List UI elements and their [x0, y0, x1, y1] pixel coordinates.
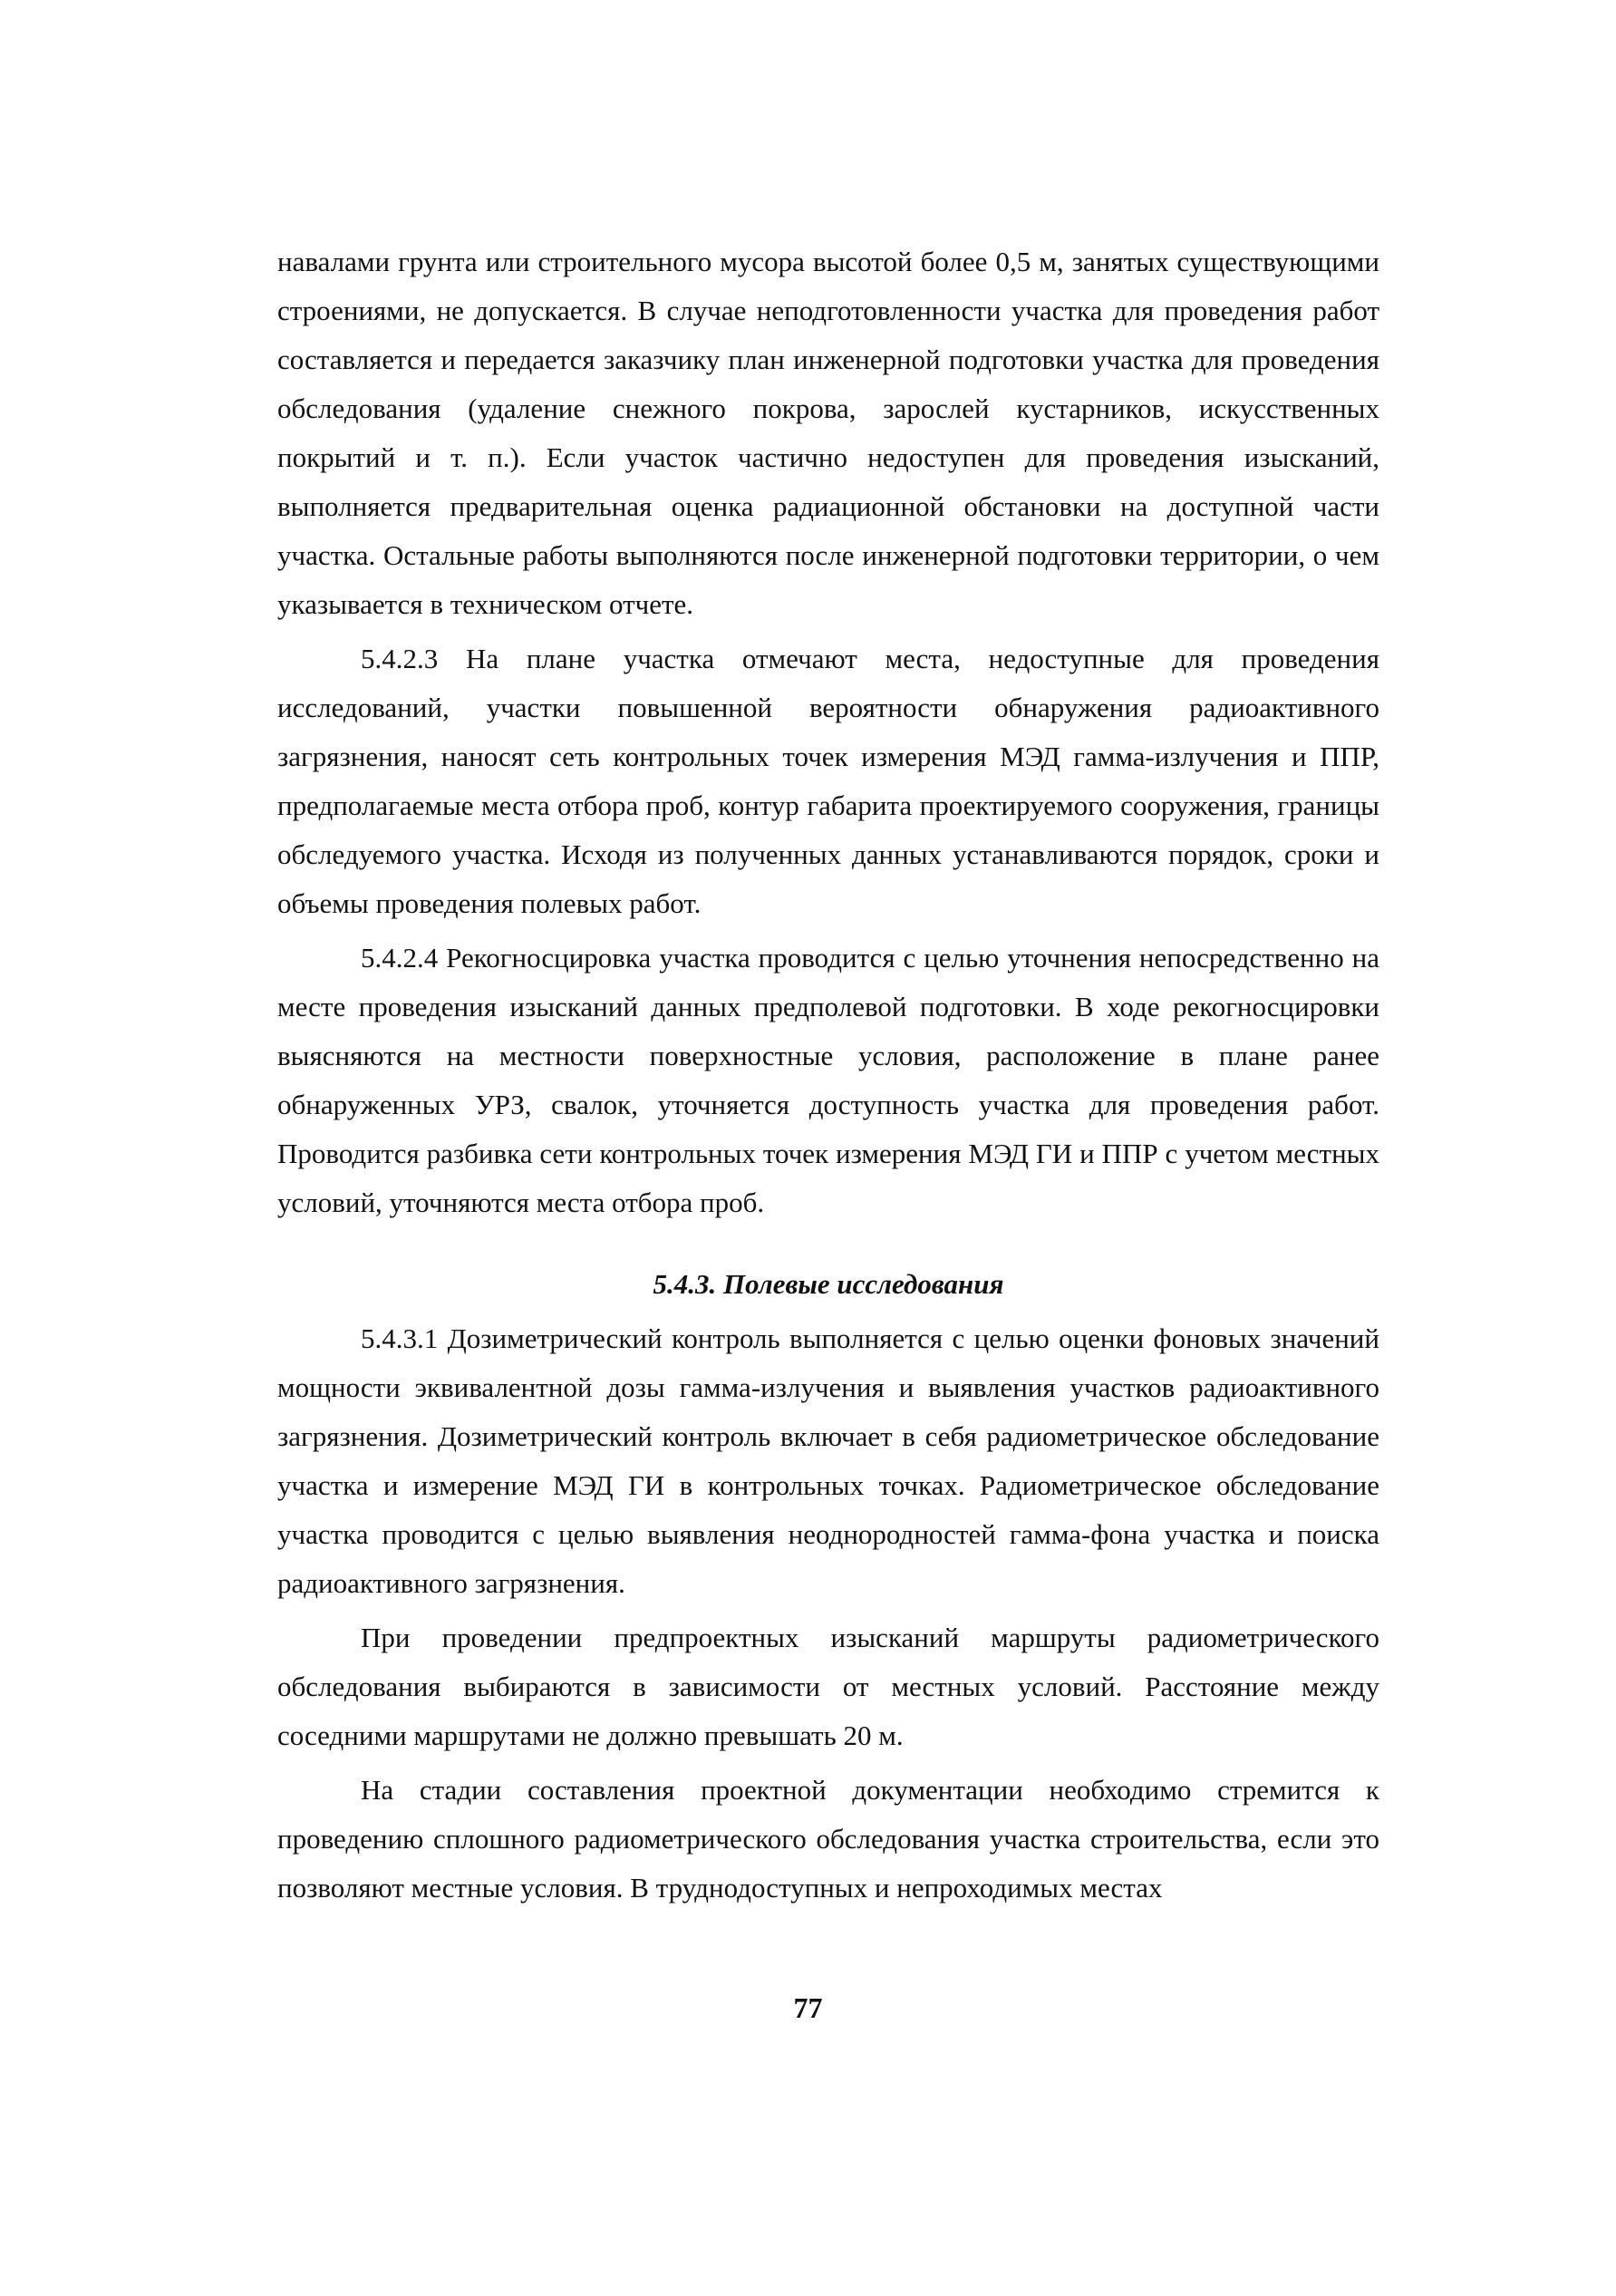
- paragraph-5-4-2-3: 5.4.2.3 На плане участка отмечают места, недоступные для проведения исследований, участки повышенной вероятности обнаружения радиоактивного загрязнения, наносят сеть контрольных точек измерения МЭД гамма-излучения и ППР, предполагаемые места отбора проб, контур габарита проектируемого сооружения, границы обследуемого участка. Исходя из полученных данных устанавливаются порядок, сроки и объемы проведения полевых работ.: [277, 643, 1379, 919]
- paragraph-routes: При проведении предпроектных изысканий маршруты радиометрического обследования выбираются в зависимости от местных условий. Расстояние между соседними маршрутами не должно превышать 20 м.: [277, 1622, 1379, 1751]
- paragraph-5-4-3-1: 5.4.3.1 Дозиметрический контроль выполняется с целью оценки фоновых значений мощности эквивалентной дозы гамма-излучения и выявления участков радиоактивного загрязнения. Дозиметрический контроль включает в себя радиометрическое обследование участка и измерение МЭД ГИ в контрольных точках. Радиометрическое обследование участка проводится с целью выявления неоднородностей гамма-фона участка и поиска радиоактивного загрязнения.: [277, 1322, 1379, 1599]
- paragraph-5-4-2-4: 5.4.2.4 Рекогносцировка участка проводится с целью уточнения непосредственно на месте проведения изысканий данных предполевой подготовки. В ходе рекогносцировки выясняются на местности поверхностные условия, расположение в плане ранее обнаруженных УРЗ, свалок, уточняется доступность участка для проведения работ. Проводится разбивка сети контрольных точек измерения МЭД ГИ и ППР с учетом местных условий, уточняются места отбора проб.: [277, 942, 1379, 1218]
- body-text: [277, 237, 1379, 1918]
- section-heading: 5.4.3. Полевые исследования: [653, 1268, 1004, 1300]
- page-number: 77: [793, 1991, 823, 2024]
- paragraph-continuation: навалами грунта или строительного мусора высотой более 0,5 м, занятых существующими строениями, не допускается. В случае неподготовленности участка для проведения работ составляется и передается заказчику план инженерной подготовки участка для проведения обследования (удаление снежного покрова, зарослей кустарников, искусственных покрытий и т. п.). Если участок частично недоступен для проведения изысканий, выполняется предварительная оценка радиационной обстановки на доступной части участка. Остальные работы выполняются после инженерной подготовки территории, о чем указывается в техническом отчете.: [277, 246, 1379, 620]
- paragraph-design-stage: На стадии составления проектной документации необходимо стремится к проведению сплошного радиометрического обследования участка строительства, если это позволяют местные условия. В труднодоступных и непроходимых местах: [277, 1774, 1379, 1904]
